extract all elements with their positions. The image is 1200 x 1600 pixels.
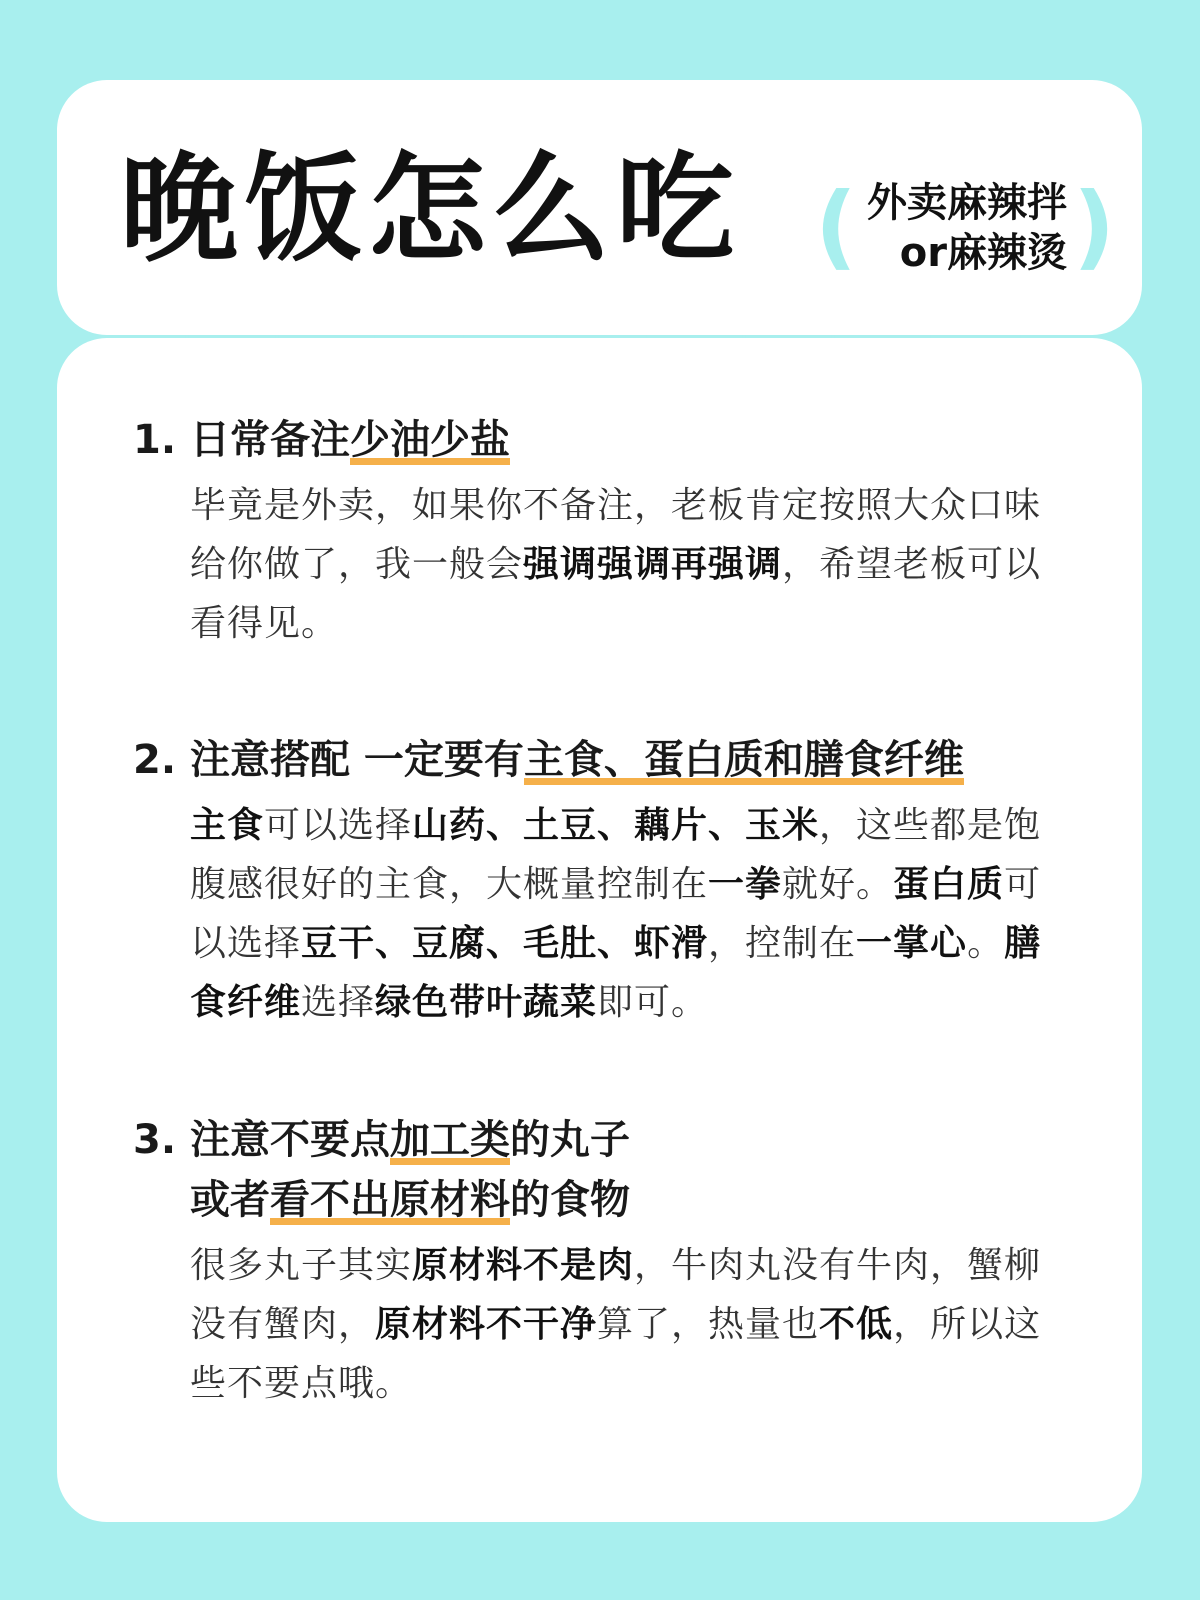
section-1-heading-text: 日常备注 <box>190 417 350 463</box>
section-3-body <box>190 1236 1073 1413</box>
section-2-heading <box>133 730 1073 790</box>
emphasis-text: 主食 <box>190 805 265 846</box>
page-title: 晚饭怎么吃 <box>120 140 741 278</box>
section-1-heading-highlight: 少油少盐 <box>350 417 510 463</box>
emphasis-text: 山药、土豆、藕片、玉米 <box>412 805 820 846</box>
section-3-heading-text-d: 的食物 <box>510 1177 630 1223</box>
section-3-heading-line-2 <box>190 1177 630 1225</box>
emphasis-text: 一掌心 <box>856 923 968 964</box>
emphasis-text: 豆干、豆腐、毛肚、虾滑 <box>301 923 709 964</box>
body-text: ，希望老板可以看得见。 <box>190 544 1042 644</box>
section-3-heading-highlight-1: 加工类 <box>390 1117 510 1163</box>
body-text: 就好。 <box>782 864 894 905</box>
emphasis-text: 不低 <box>819 1304 894 1345</box>
body-text: 即可。 <box>597 982 709 1023</box>
section-1 <box>133 410 1073 653</box>
emphasis-text: 原材料不干净 <box>375 1304 598 1345</box>
body-text: 毕竟是外卖，如果你不备注，老板肯定按照大众口味给你做了，我一般会 <box>190 485 1042 585</box>
section-1-body <box>190 476 1073 653</box>
section-3-heading-highlight-2: 看不出原材料 <box>270 1177 510 1223</box>
body-text: ，这些都是饱腹感很好的主食，大概量控制在 <box>190 805 1042 905</box>
section-3-heading-text-c: 或者 <box>190 1177 270 1223</box>
section-3 <box>133 1110 1073 1413</box>
section-2-heading-highlight: 主食、蛋白质和膳食纤维 <box>523 737 964 783</box>
emphasis-text: 蛋白质 <box>893 864 1005 905</box>
section-3-heading <box>133 1110 1073 1230</box>
body-text: ，控制在 <box>708 923 857 964</box>
body-text: 很多丸子其实 <box>190 1245 413 1286</box>
subtitle-text <box>867 178 1067 278</box>
section-3-heading-line-1 <box>190 1117 630 1165</box>
emphasis-text: 绿色带叶蔬菜 <box>375 982 598 1023</box>
subtitle-line-2: or麻辣烫 <box>899 230 1067 276</box>
body-text: 算了，热量也 <box>597 1304 820 1345</box>
body-text: ，牛肉丸没有牛肉，蟹柳没有蟹肉， <box>190 1245 1042 1345</box>
section-3-heading-text-a: 注意不要点 <box>190 1117 390 1163</box>
left-paren-icon: ( <box>815 173 858 280</box>
section-1-heading <box>133 410 1073 470</box>
emphasis-text: 强调强调再强调 <box>523 544 783 585</box>
emphasis-text: 膳食纤维 <box>190 923 1042 1023</box>
section-3-heading-text-b: 的丸子 <box>510 1117 630 1163</box>
section-2-heading-text: 注意搭配 一定要有 <box>190 737 524 783</box>
body-text: 可以选择 <box>264 805 413 846</box>
subtitle-line-1: 外卖麻辣拌 <box>867 180 1067 226</box>
section-2-body <box>190 796 1073 1032</box>
emphasis-text: 一拳 <box>708 864 783 905</box>
section-1-number: 1. <box>133 417 177 463</box>
section-2 <box>133 730 1073 1032</box>
section-2-number: 2. <box>133 737 177 783</box>
body-text: ，所以这些不要点哦。 <box>190 1304 1042 1404</box>
subtitle-tag <box>815 172 1115 282</box>
body-text: 选择 <box>301 982 376 1023</box>
right-paren-icon: ) <box>1072 173 1115 280</box>
body-text: 可以选择 <box>190 864 1042 964</box>
body-text: 。 <box>967 923 1005 964</box>
section-3-number: 3. <box>133 1117 177 1163</box>
emphasis-text: 原材料不是肉 <box>412 1245 635 1286</box>
